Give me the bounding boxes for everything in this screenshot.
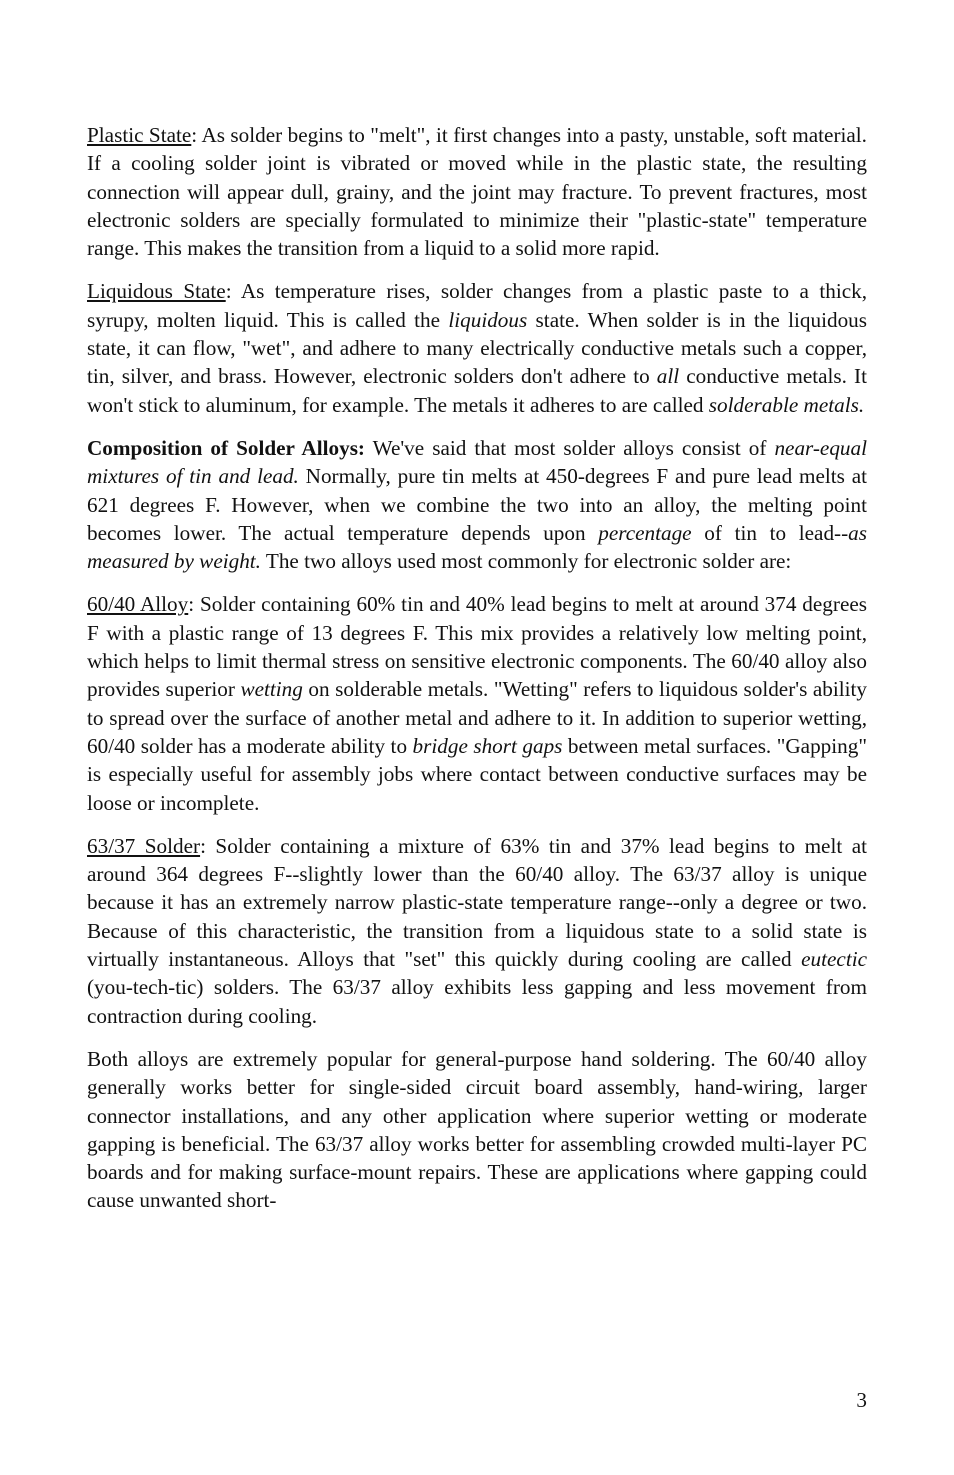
emphasis-text: bridge short gaps (412, 733, 563, 758)
heading-composition: Composition of Solder Alloys: (87, 435, 365, 460)
body-text: : Solder containing 60% tin and 40% lead begins to melt at around 374 degrees F with a plastic range of 13 degrees F. This mix provides a relatively low melting point, which helps to limit thermal stress on sensitive electronic components. The 60/40 alloy also provides superior (87, 592, 868, 702)
body-text: : As temperature rises, solder changes from a plastic paste to a thick, syrupy, molten liquid. This is called the (87, 279, 868, 332)
body-text: between metal surfaces. "Gapping" is especially useful for assembly jobs where contact between conductive surfaces may be loose or incomplete. (87, 733, 867, 815)
body-text: Both alloys are extremely popular for general-purpose hand soldering. The 60/40 alloy generally works better for single-sided circuit board assembly, hand-wiring, larger connector installations, and any other application where superior wetting or moderate gapping is beneficial. The 63/37 alloy works better for assembling crowded multi-layer PC boards and for making surface-mount repairs. These are applications where gapping could cause unwanted short- (87, 1046, 867, 1213)
body-text: state. When solder is in the liquidous state, it can flow, "wet", and adhere to many electrically conductive metals such a copper, tin, silver, and brass. However, electronic solders don't adhere to (87, 307, 868, 389)
paragraph-plastic-state (87, 121, 867, 262)
paragraph-liquidous-state (87, 277, 867, 418)
body-text: We've said that most solder alloys consist of (365, 435, 775, 460)
body-text: : Solder containing a mixture of 63% tin and 37% lead begins to melt at around 364 degrees F--slightly lower than the 60/40 alloy. The 63/37 alloy is unique because it has an extremely narrow plastic-state temperature range--only a degree or two. Because of this characteristic, the transition from a liquidous state to a solid state is virtually instantaneous. Alloys that "set" this quickly during cooling are called (87, 833, 867, 972)
emphasis-text: solderable metals. (708, 392, 865, 417)
emphasis-text: all (656, 364, 680, 389)
document-page (87, 121, 867, 1230)
term-liquidous-state: Liquidous State (87, 279, 226, 304)
term-63-37-solder: 63/37 Solder (87, 833, 201, 858)
page-number: 3 (856, 1388, 867, 1412)
emphasis-text: as measured by weight. (87, 520, 867, 574)
body-text: : As solder begins to "melt", it first changes into a pasty, unstable, soft material. If a cooling solder joint is vibrated or moved while in the plastic state, the resulting connection will appear dull, grainy, and the joint may fracture. To prevent fractures, most electronic solders are specially formulated to minimize their "plastic-state" temperature range. This makes the transition from a liquid to a solid more rapid. (87, 123, 867, 261)
emphasis-text: near-equal mixtures of tin and lead. (87, 435, 867, 489)
emphasis-text: liquidous (448, 307, 528, 332)
paragraph-composition (87, 434, 867, 575)
paragraph-both-alloys (87, 1045, 867, 1215)
body-text: on solderable metals. "Wetting" refers to liquidous solder's ability to spread over the surface of another metal and adhere to it. In addition to superior wetting, 60/40 solder has a moderate ability to (87, 677, 867, 758)
term-60-40-alloy: 60/40 Alloy (87, 592, 189, 617)
emphasis-text: percentage (598, 520, 692, 545)
paragraph-63-37-solder (87, 832, 867, 1030)
emphasis-text: wetting (240, 677, 303, 702)
body-text: (you-tech-tic) solders. The 63/37 alloy exhibits less gapping and less movement from contraction during cooling. (87, 975, 867, 1028)
body-text: of tin to lead-- (691, 520, 849, 545)
body-text: Normally, pure tin melts at 450-degrees F and pure lead melts at 621 degrees F. However, when we combine the two into an alloy, the melting point becomes lower. The actual temperature depends upon (87, 464, 867, 545)
body-text: conductive metals. It won't stick to aluminum, for example. The metals it adheres to are called (87, 364, 868, 417)
emphasis-text: eutectic (801, 947, 867, 972)
term-plastic-state: Plastic State (87, 123, 192, 147)
paragraph-60-40-alloy (87, 590, 867, 816)
body-text: The two alloys used most commonly for electronic solder are: (260, 549, 792, 574)
